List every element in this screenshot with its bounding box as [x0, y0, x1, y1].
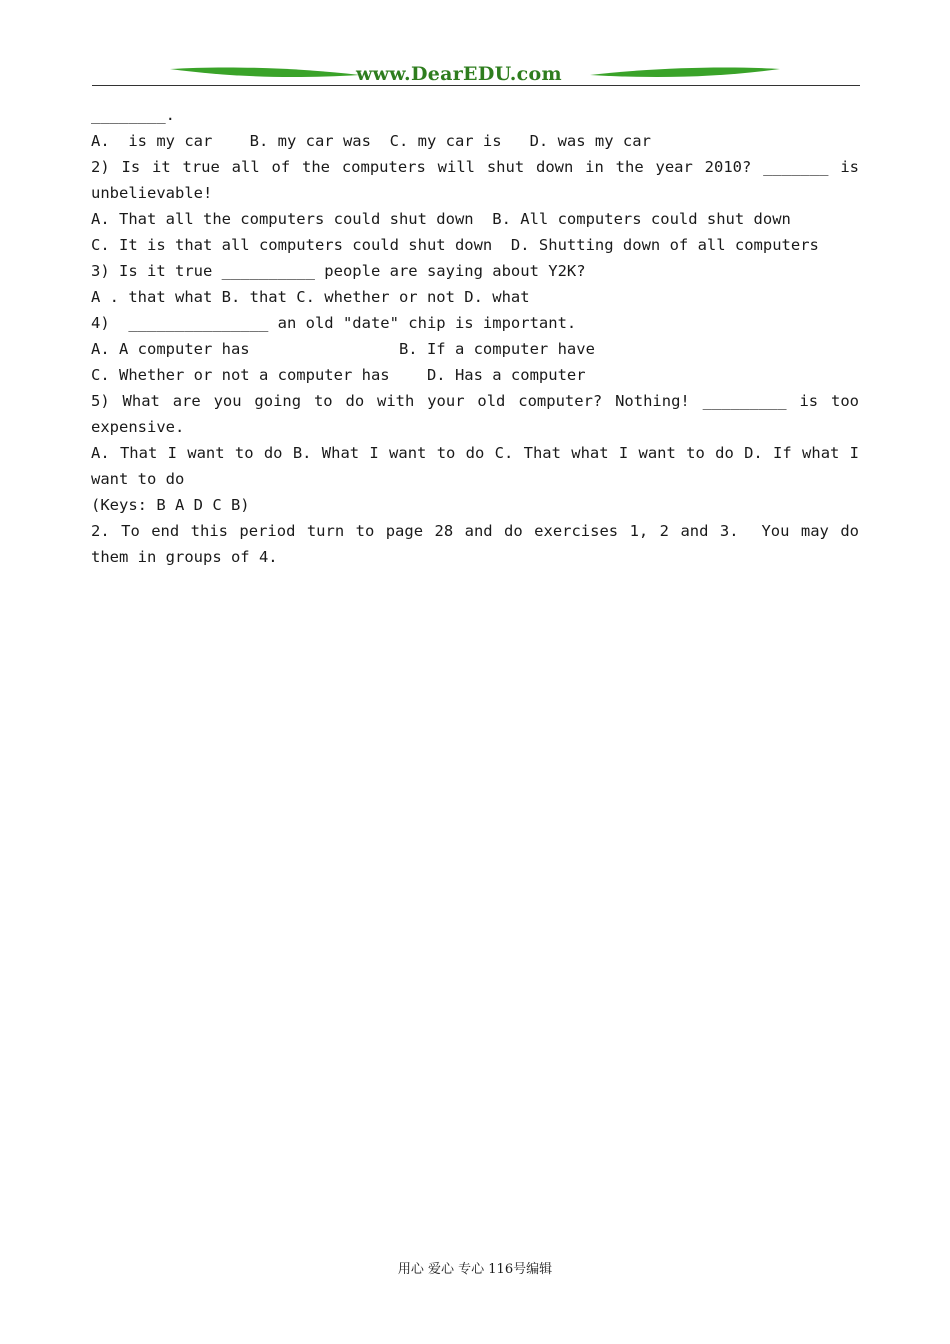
header-rule	[92, 85, 860, 86]
page-header	[92, 60, 860, 90]
q5-stem-cont: expensive.	[91, 418, 185, 436]
answer-blank-line: ________.	[91, 106, 175, 124]
page-footer: 用心 爱心 专心 116号编辑	[397, 1262, 553, 1277]
answer-keys: (Keys: B A D C B)	[91, 496, 250, 514]
q5-options: A. That I want to do B. What I want to do C. That what I want to do D. If what I	[91, 444, 859, 462]
q4-options-cd: C. Whether or not a computer has D. Has a computer	[91, 366, 586, 384]
right-swoosh-decoration	[590, 65, 780, 81]
q3-options: A . that what B. that C. whether or not D. what	[91, 288, 530, 306]
instruction-cont: them in groups of 4.	[91, 548, 278, 566]
q5-options-cont: want to do	[91, 470, 185, 488]
q2-options-ab: A. That all the computers could shut down B. All computers could shut down	[91, 210, 791, 228]
instruction: 2. To end this period turn to page 28 and do exercises 1, 2 and 3. You may do	[91, 522, 859, 540]
q2-stem-cont: unbelievable!	[91, 184, 213, 202]
exercise-text	[91, 102, 859, 570]
q4-options-ab: A. A computer has B. If a computer have	[91, 340, 595, 358]
q3-stem: 3) Is it true __________ people are saying about Y2K?	[91, 262, 586, 280]
q1-options: A. is my car B. my car was C. my car is D. was my car	[91, 132, 651, 150]
q4-stem: 4) _______________ an old "date" chip is important.	[91, 314, 577, 332]
q5-stem: 5) What are you going to do with your old computer? Nothing! _________ is too	[91, 392, 859, 410]
site-logo: www.DearEDU.com	[356, 63, 562, 85]
left-swoosh-decoration	[170, 65, 360, 81]
q2-options-cd: C. It is that all computers could shut down D. Shutting down of all computers	[91, 236, 819, 254]
q2-stem: 2) Is it true all of the computers will shut down in the year 2010? _______ is	[91, 158, 859, 176]
